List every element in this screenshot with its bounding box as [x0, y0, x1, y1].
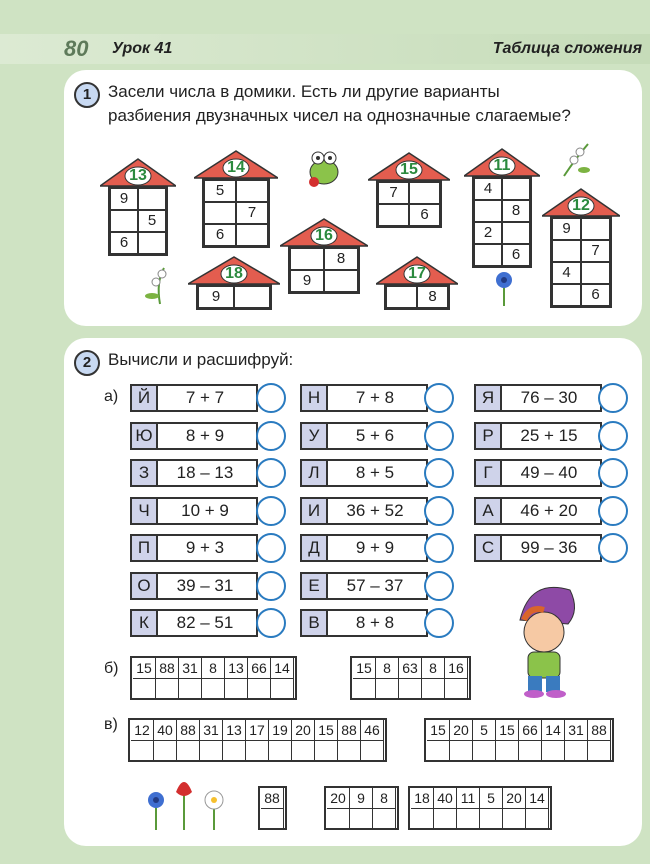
- cipher-letter: К: [132, 611, 158, 635]
- house-grid: [196, 284, 272, 310]
- expression-box: [474, 497, 602, 525]
- letter-cell[interactable]: [480, 808, 503, 828]
- cornflower-icon: [488, 268, 520, 308]
- cipher-letter: З: [132, 461, 158, 485]
- expression-text: 5 + 6: [355, 425, 395, 445]
- expression-box: [130, 422, 258, 450]
- house-cell[interactable]: 8: [417, 286, 448, 308]
- letter-cell[interactable]: [376, 678, 399, 698]
- code-number: 8: [376, 658, 399, 678]
- cipher-letter: И: [302, 499, 328, 523]
- letter-cell[interactable]: [503, 808, 526, 828]
- answer-circle[interactable]: [256, 571, 286, 601]
- expression-box: [130, 497, 258, 525]
- code-number: 40: [154, 720, 177, 740]
- house-cell[interactable]: [409, 182, 440, 204]
- code-number: 15: [427, 720, 450, 740]
- expression-box: [300, 534, 428, 562]
- expression-box: [300, 422, 428, 450]
- letter-cell[interactable]: [202, 678, 225, 698]
- expression-box: [130, 384, 258, 412]
- code-number: 88: [261, 788, 284, 808]
- expression-box: [130, 534, 258, 562]
- answer-circle[interactable]: [256, 496, 286, 526]
- code-number: 40: [434, 788, 457, 808]
- house-cell[interactable]: [474, 244, 502, 266]
- expression-box: [130, 572, 258, 600]
- expression-text: 10 + 9: [181, 500, 229, 520]
- task1-number: 1: [74, 82, 100, 108]
- house-grid: [472, 176, 532, 268]
- house-cell[interactable]: [290, 248, 324, 270]
- cipher-letter: В: [302, 611, 328, 635]
- answer-row: [408, 786, 552, 830]
- house-cell[interactable]: [110, 210, 138, 232]
- expression-box: [474, 422, 602, 450]
- code-number: 8: [202, 658, 225, 678]
- answer-row: [424, 718, 614, 762]
- house-cell[interactable]: 9: [110, 188, 138, 210]
- letter-cell[interactable]: [542, 740, 565, 760]
- expression-text: 49 – 40: [520, 463, 578, 482]
- code-number: 88: [338, 720, 361, 740]
- answer-circle[interactable]: [598, 496, 628, 526]
- roof-number: 16: [315, 227, 333, 244]
- letter-cell[interactable]: [411, 808, 434, 828]
- code-number: 8: [422, 658, 445, 678]
- house-cell[interactable]: [552, 240, 581, 262]
- house-cell[interactable]: 6: [110, 232, 138, 254]
- house-cell[interactable]: [581, 262, 610, 284]
- label-v: в): [104, 716, 118, 733]
- cipher-letter: Д: [302, 536, 328, 560]
- letter-cell[interactable]: [248, 678, 271, 698]
- expression-box: [300, 459, 428, 487]
- house-cell[interactable]: 9: [552, 218, 581, 240]
- expression-box: [130, 609, 258, 637]
- letter-cell[interactable]: [350, 808, 373, 828]
- expression-text: 57 – 37: [346, 575, 404, 595]
- letter-cell[interactable]: [315, 740, 338, 760]
- roof-number: 11: [493, 157, 511, 174]
- letter-cell[interactable]: [445, 678, 468, 698]
- house-cell[interactable]: [236, 224, 268, 246]
- answer-circle[interactable]: [424, 421, 454, 451]
- cipher-letter: У: [302, 424, 328, 448]
- house-cell[interactable]: [502, 178, 530, 200]
- house-cell[interactable]: 4: [552, 262, 581, 284]
- expression-text: 18 – 13: [176, 463, 234, 482]
- code-number: 15: [315, 720, 338, 740]
- letter-cell[interactable]: [292, 740, 315, 760]
- code-number: 9: [350, 788, 373, 808]
- expression-box: [300, 572, 428, 600]
- cipher-letter: А: [476, 499, 502, 523]
- house-cell[interactable]: 6: [409, 204, 440, 226]
- cipher-letter: О: [132, 574, 158, 598]
- code-number: 16: [445, 658, 468, 678]
- expression-box: [300, 497, 428, 525]
- house-grid: [288, 246, 360, 294]
- house-cell[interactable]: 8: [502, 200, 530, 222]
- letter-cell[interactable]: [399, 678, 422, 698]
- house-cell[interactable]: [386, 286, 417, 308]
- expression-text: 25 + 15: [520, 425, 578, 445]
- lesson-title: Урок 41: [112, 40, 173, 57]
- letter-cell[interactable]: [261, 808, 284, 828]
- letter-cell[interactable]: [271, 678, 294, 698]
- roof-number: 17: [408, 265, 426, 282]
- letter-cell[interactable]: [422, 678, 445, 698]
- bug-illustration: [300, 140, 348, 190]
- code-number: 12: [131, 720, 154, 740]
- code-number: 20: [450, 720, 473, 740]
- answer-circle[interactable]: [424, 496, 454, 526]
- letter-cell[interactable]: [133, 678, 156, 698]
- answer-circle[interactable]: [424, 571, 454, 601]
- cipher-letter: Р: [476, 424, 502, 448]
- answer-row: [130, 656, 297, 700]
- code-number: 18: [411, 788, 434, 808]
- code-number: 15: [133, 658, 156, 678]
- code-number: 13: [225, 658, 248, 678]
- answer-circle[interactable]: [256, 421, 286, 451]
- expression-text: 7 + 8: [355, 388, 395, 407]
- code-number: 63: [399, 658, 422, 678]
- task1-text-line2: разбиения двузначных чисел на однозначные слагаемые?: [108, 106, 571, 125]
- page-header: [0, 34, 650, 64]
- expression-text: 9 + 3: [185, 538, 225, 557]
- code-number: 20: [327, 788, 350, 808]
- code-number: 46: [361, 720, 384, 740]
- answer-row: [258, 786, 287, 830]
- letter-cell[interactable]: [156, 678, 179, 698]
- letter-cell[interactable]: [434, 808, 457, 828]
- letter-cell[interactable]: [588, 740, 611, 760]
- expression-text: 46 + 20: [520, 500, 578, 520]
- roof-number: 13: [129, 167, 147, 184]
- cipher-letter: Ю: [132, 424, 158, 448]
- code-number: 14: [542, 720, 565, 740]
- code-number: 31: [200, 720, 223, 740]
- letter-cell[interactable]: [473, 740, 496, 760]
- expression-text: 8 + 9: [185, 425, 225, 445]
- roof-number: 14: [227, 159, 245, 176]
- house-cell[interactable]: [474, 200, 502, 222]
- letter-cell[interactable]: [154, 740, 177, 760]
- house-grid: [202, 178, 270, 248]
- lily-icon: [144, 262, 176, 306]
- expression-text: 76 – 30: [520, 388, 578, 407]
- cipher-letter: П: [132, 536, 158, 560]
- house-grid: [108, 186, 168, 256]
- code-number: 15: [353, 658, 376, 678]
- code-number: 88: [156, 658, 179, 678]
- expression-box: [474, 534, 602, 562]
- expression-box: [474, 384, 602, 412]
- expression-text: 39 – 31: [176, 575, 234, 595]
- house-grid: [384, 284, 450, 310]
- expression-text: 99 – 36: [520, 538, 578, 557]
- letter-cell[interactable]: [353, 678, 376, 698]
- house-cell[interactable]: [236, 180, 268, 202]
- house-cell[interactable]: [378, 204, 409, 226]
- answer-circle[interactable]: [598, 421, 628, 451]
- letter-cell[interactable]: [327, 808, 350, 828]
- code-number: 88: [588, 720, 611, 740]
- letter-cell[interactable]: [177, 740, 200, 760]
- answer-circle[interactable]: [424, 608, 454, 638]
- answer-circle[interactable]: [256, 608, 286, 638]
- answer-circle[interactable]: [424, 533, 454, 563]
- house-cell[interactable]: 6: [204, 224, 236, 246]
- house-cell[interactable]: 5: [138, 210, 166, 232]
- house-cell[interactable]: [581, 218, 610, 240]
- code-number: 88: [177, 720, 200, 740]
- letter-cell[interactable]: [225, 678, 248, 698]
- cipher-letter: Ч: [132, 499, 158, 523]
- task2-text: Вычисли и расшифруй:: [108, 350, 294, 369]
- letter-cell[interactable]: [526, 808, 549, 828]
- letter-cell[interactable]: [223, 740, 246, 760]
- letter-cell[interactable]: [519, 740, 542, 760]
- house-cell[interactable]: [324, 270, 358, 292]
- answer-circle[interactable]: [256, 533, 286, 563]
- expression-text: 7 + 7: [185, 388, 225, 407]
- expression-text: 36 + 52: [346, 500, 404, 520]
- house-cell[interactable]: 5: [204, 180, 236, 202]
- letter-cell[interactable]: [450, 740, 473, 760]
- letter-cell[interactable]: [373, 808, 396, 828]
- code-number: 15: [496, 720, 519, 740]
- house-cell[interactable]: [138, 232, 166, 254]
- code-number: 20: [503, 788, 526, 808]
- expression-text: 82 – 51: [176, 613, 234, 632]
- house-cell[interactable]: 6: [502, 244, 530, 266]
- code-number: 5: [480, 788, 503, 808]
- cipher-letter: Л: [302, 461, 328, 485]
- house-cell[interactable]: 9: [198, 286, 234, 308]
- expression-text: 8 + 5: [355, 463, 395, 482]
- cipher-letter: Г: [476, 461, 502, 485]
- cipher-letter: Я: [476, 386, 502, 410]
- answer-circle[interactable]: [424, 458, 454, 488]
- house-grid: [376, 180, 442, 228]
- letter-cell[interactable]: [338, 740, 361, 760]
- answer-circle[interactable]: [598, 458, 628, 488]
- house-cell[interactable]: 7: [581, 240, 610, 262]
- house-cell[interactable]: [502, 222, 530, 244]
- roof-number: 18: [225, 265, 243, 282]
- cipher-letter: Й: [132, 386, 158, 410]
- letter-cell[interactable]: [269, 740, 292, 760]
- house-cell[interactable]: 7: [378, 182, 409, 204]
- expression-box: [300, 384, 428, 412]
- answer-circle[interactable]: [256, 458, 286, 488]
- task1-text-line1: Засели числа в домики. Есть ли другие варианты: [108, 82, 500, 101]
- house-cell[interactable]: [204, 202, 236, 224]
- house-cell[interactable]: [552, 284, 581, 306]
- code-number: 31: [565, 720, 588, 740]
- expression-box: [300, 609, 428, 637]
- expression-text: 9 + 9: [355, 538, 395, 557]
- house-cell[interactable]: 7: [236, 202, 268, 224]
- cipher-letter: С: [476, 536, 502, 560]
- code-number: 66: [519, 720, 542, 740]
- letter-cell[interactable]: [361, 740, 384, 760]
- label-a: а): [104, 388, 119, 405]
- expression-text: 8 + 8: [355, 613, 395, 632]
- answer-circle[interactable]: [256, 383, 286, 413]
- answer-row: [324, 786, 399, 830]
- code-number: 31: [179, 658, 202, 678]
- page-number: 80: [64, 36, 89, 61]
- house-cell[interactable]: 8: [324, 248, 358, 270]
- label-b: б): [104, 660, 119, 677]
- code-number: 66: [248, 658, 271, 678]
- answer-row: [128, 718, 387, 762]
- answer-row: [350, 656, 471, 700]
- letter-cell[interactable]: [427, 740, 450, 760]
- code-number: 17: [246, 720, 269, 740]
- house-cell[interactable]: [234, 286, 270, 308]
- expression-box: [474, 459, 602, 487]
- code-number: 8: [373, 788, 396, 808]
- cipher-letter: Н: [302, 386, 328, 410]
- code-number: 11: [457, 788, 480, 808]
- code-number: 13: [223, 720, 246, 740]
- gnome-illustration: [500, 580, 590, 700]
- code-number: 14: [271, 658, 294, 678]
- letter-cell[interactable]: [565, 740, 588, 760]
- letter-cell[interactable]: [200, 740, 223, 760]
- house-cell[interactable]: 9: [290, 270, 324, 292]
- roof-number: 15: [400, 161, 418, 178]
- letter-cell[interactable]: [131, 740, 154, 760]
- flowers-illustration: [136, 772, 236, 832]
- cipher-letter: Е: [302, 574, 328, 598]
- code-number: 5: [473, 720, 496, 740]
- house-cell[interactable]: [138, 188, 166, 210]
- roof-number: 12: [572, 197, 590, 214]
- letter-cell[interactable]: [496, 740, 519, 760]
- house-cell[interactable]: 6: [581, 284, 610, 306]
- code-number: 20: [292, 720, 315, 740]
- house-grid: [550, 216, 612, 308]
- house-cell[interactable]: 2: [474, 222, 502, 244]
- letter-cell[interactable]: [179, 678, 202, 698]
- house-cell[interactable]: 4: [474, 178, 502, 200]
- letter-cell[interactable]: [246, 740, 269, 760]
- code-number: 19: [269, 720, 292, 740]
- answer-circle[interactable]: [424, 383, 454, 413]
- letter-cell[interactable]: [457, 808, 480, 828]
- answer-circle[interactable]: [598, 533, 628, 563]
- topic-title: Таблица сложения: [492, 40, 642, 57]
- answer-circle[interactable]: [598, 383, 628, 413]
- expression-box: [130, 459, 258, 487]
- code-number: 14: [526, 788, 549, 808]
- lily-icon: [560, 138, 592, 178]
- task2-number: 2: [74, 350, 100, 376]
